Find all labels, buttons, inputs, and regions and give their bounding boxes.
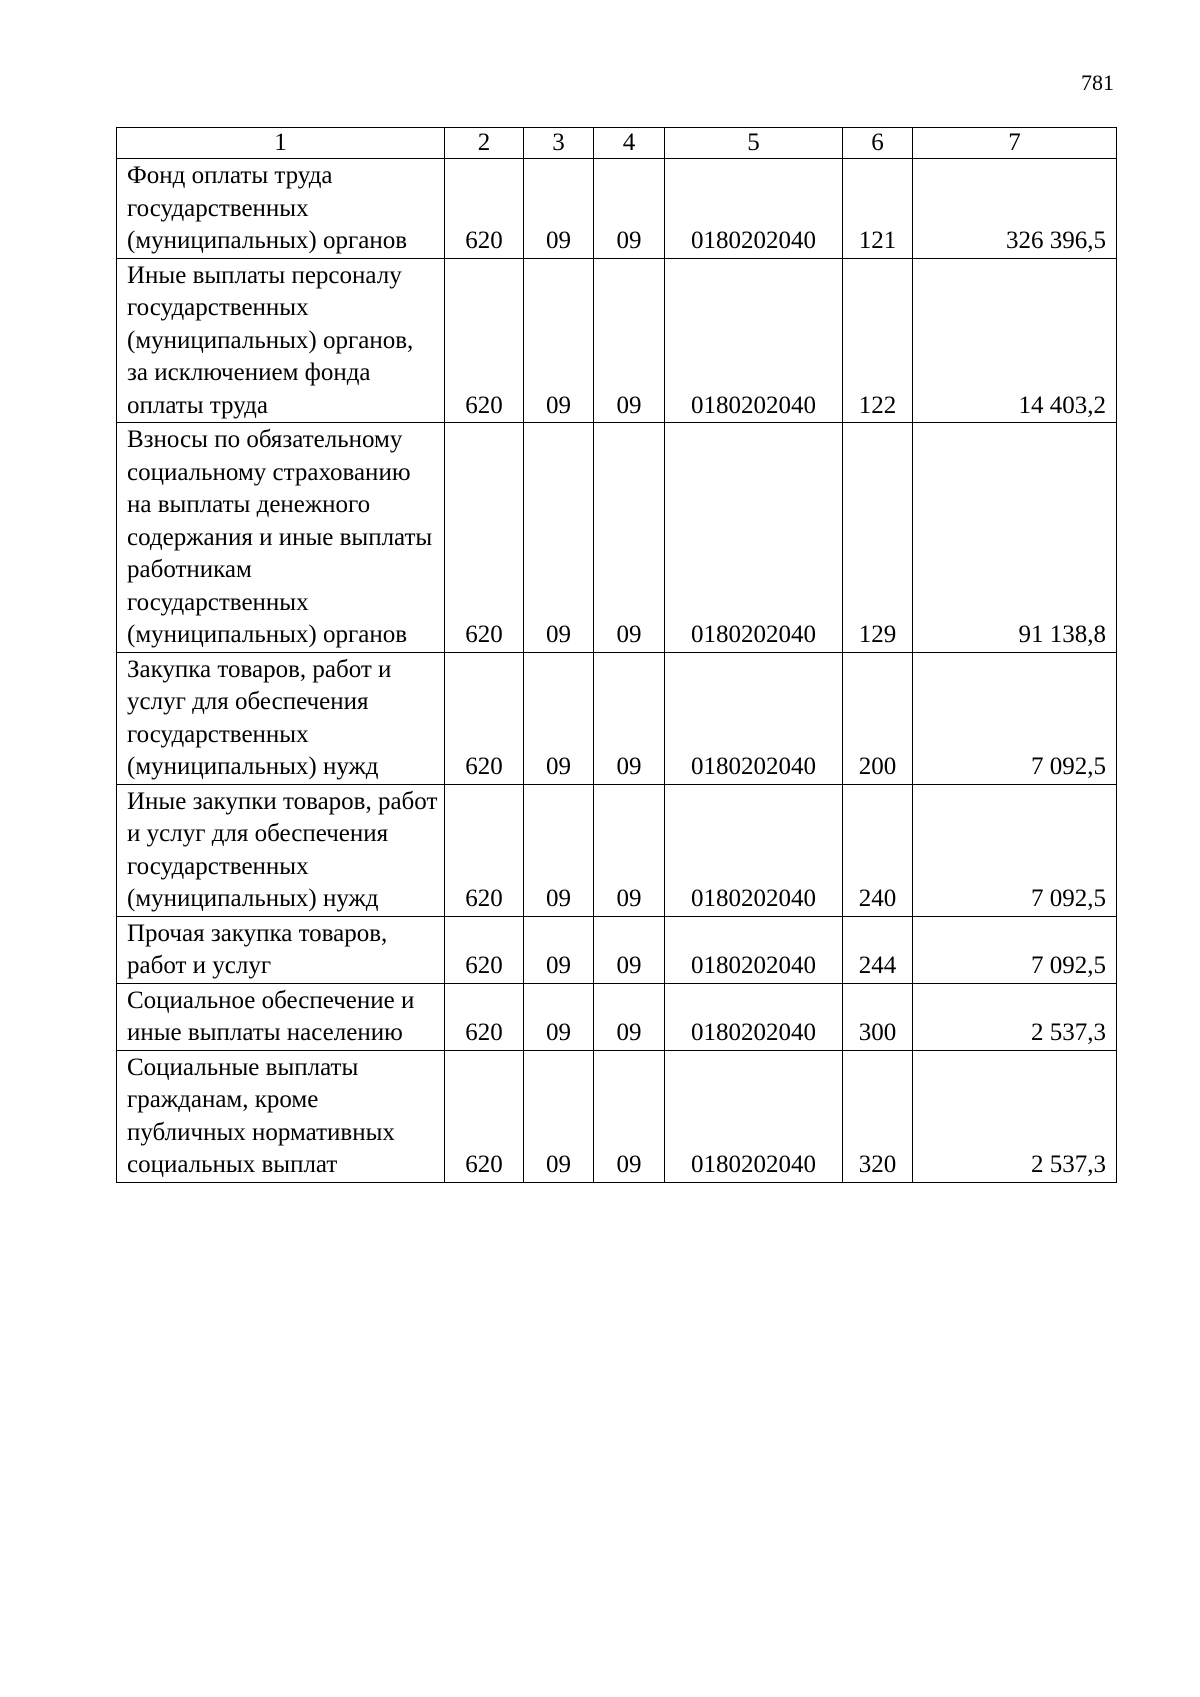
section-code-cell: 09 (524, 258, 594, 423)
target-article-cell: 0180202040 (665, 784, 843, 916)
column-header-5: 5 (665, 128, 843, 159)
ministry-code-cell: 620 (445, 1050, 524, 1182)
amount-cell: 2 537,3 (913, 1050, 1117, 1182)
subsection-code-cell: 09 (594, 983, 665, 1050)
amount-cell: 326 396,5 (913, 159, 1117, 259)
section-code-cell: 09 (524, 159, 594, 259)
section-code-cell: 09 (524, 784, 594, 916)
amount-cell: 91 138,8 (913, 423, 1117, 653)
table-row (117, 916, 1117, 983)
row-name-cell: Фонд оплаты труда государственных (муниципальных) органов (117, 159, 445, 259)
row-name-cell: Социальное обеспечение и иные выплаты населению (117, 983, 445, 1050)
target-article-cell: 0180202040 (665, 1050, 843, 1182)
ministry-code-cell: 620 (445, 784, 524, 916)
row-name-cell: Закупка товаров, работ и услуг для обеспечения государственных (муниципальных) нужд (117, 652, 445, 784)
section-code-cell: 09 (524, 916, 594, 983)
target-article-cell: 0180202040 (665, 423, 843, 653)
ministry-code-cell: 620 (445, 916, 524, 983)
expense-type-cell: 244 (843, 916, 913, 983)
subsection-code-cell: 09 (594, 784, 665, 916)
column-header-1: 1 (117, 128, 445, 159)
subsection-code-cell: 09 (594, 916, 665, 983)
subsection-code-cell: 09 (594, 423, 665, 653)
amount-cell: 7 092,5 (913, 916, 1117, 983)
column-header-4: 4 (594, 128, 665, 159)
expense-type-cell: 300 (843, 983, 913, 1050)
expense-type-cell: 129 (843, 423, 913, 653)
header-row (117, 128, 1117, 159)
row-name-cell: Взносы по обязательному социальному страхованию на выплаты денежного содержания и иные выплаты работникам государственных (муниципальных) органов (117, 423, 445, 653)
table-row (117, 983, 1117, 1050)
target-article-cell: 0180202040 (665, 258, 843, 423)
row-name-cell: Социальные выплаты гражданам, кроме публичных нормативных социальных выплат (117, 1050, 445, 1182)
target-article-cell: 0180202040 (665, 916, 843, 983)
expense-type-cell: 200 (843, 652, 913, 784)
table-row (117, 1050, 1117, 1182)
amount-cell: 7 092,5 (913, 784, 1117, 916)
amount-cell: 7 092,5 (913, 652, 1117, 784)
amount-cell: 2 537,3 (913, 983, 1117, 1050)
section-code-cell: 09 (524, 423, 594, 653)
target-article-cell: 0180202040 (665, 652, 843, 784)
column-header-3: 3 (524, 128, 594, 159)
expense-type-cell: 122 (843, 258, 913, 423)
expense-type-cell: 121 (843, 159, 913, 259)
subsection-code-cell: 09 (594, 159, 665, 259)
subsection-code-cell: 09 (594, 652, 665, 784)
column-header-7: 7 (913, 128, 1117, 159)
ministry-code-cell: 620 (445, 983, 524, 1050)
row-name-cell: Иные закупки товаров, работ и услуг для обеспечения государственных (муниципальных) нужд (117, 784, 445, 916)
table-row (117, 652, 1117, 784)
table-row (117, 423, 1117, 653)
table-row (117, 258, 1117, 423)
ministry-code-cell: 620 (445, 423, 524, 653)
subsection-code-cell: 09 (594, 258, 665, 423)
section-code-cell: 09 (524, 652, 594, 784)
page-number: 781 (1081, 70, 1114, 95)
amount-cell: 14 403,2 (913, 258, 1117, 423)
target-article-cell: 0180202040 (665, 159, 843, 259)
ministry-code-cell: 620 (445, 652, 524, 784)
table-row (117, 159, 1117, 259)
section-code-cell: 09 (524, 1050, 594, 1182)
column-header-6: 6 (843, 128, 913, 159)
section-code-cell: 09 (524, 983, 594, 1050)
expense-type-cell: 320 (843, 1050, 913, 1182)
ministry-code-cell: 620 (445, 258, 524, 423)
table-row (117, 784, 1117, 916)
target-article-cell: 0180202040 (665, 983, 843, 1050)
column-header-2: 2 (445, 128, 524, 159)
row-name-cell: Прочая закупка товаров, работ и услуг (117, 916, 445, 983)
budget-table (116, 127, 1117, 1183)
expense-type-cell: 240 (843, 784, 913, 916)
row-name-cell: Иные выплаты персоналу государственных (муниципальных) органов, за исключением фонда оплаты труда (117, 258, 445, 423)
ministry-code-cell: 620 (445, 159, 524, 259)
subsection-code-cell: 09 (594, 1050, 665, 1182)
